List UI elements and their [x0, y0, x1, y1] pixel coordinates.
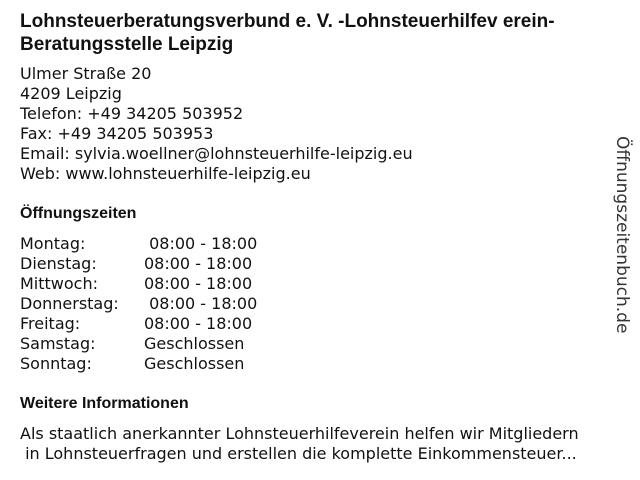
day-label: Montag: [20, 234, 86, 253]
day-label: Mittwoch: [20, 274, 98, 293]
day-label: Donnerstag: [20, 294, 119, 313]
day-hours: Geschlossen [144, 334, 245, 353]
more-info-heading: Weitere Informationen [20, 395, 189, 412]
day-hours: 08:00 - 18:00 [144, 234, 258, 253]
phone: Telefon: +49 34205 503952 [20, 104, 244, 123]
day-label: Sonntag: [20, 354, 92, 373]
day-hours: 08:00 - 18:00 [144, 254, 253, 273]
page-title: Lohnsteuerberatungsverbund e. V. -Lohnsteuerhilfev erein- Beratungsstelle Leipzig [20, 11, 555, 55]
hours-row [20, 234, 257, 254]
day-label: Dienstag: [20, 254, 97, 273]
email: Email: sylvia.woellner@lohnsteuerhilfe-leipzig.eu [20, 144, 413, 163]
street: Ulmer Straße 20 [20, 64, 152, 83]
website: Web: www.lohnsteuerhilfe-leipzig.eu [20, 164, 311, 183]
more-info-text: Als staatlich anerkannter Lohnsteuerhilfeverein helfen wir Mitgliedern in Lohnsteuerfragen und erstellen die komplette Einkommensteuer... [20, 424, 579, 463]
hours-row [20, 334, 257, 354]
opening-hours-heading: Öffnungszeiten [20, 205, 137, 222]
hours-row [20, 354, 257, 374]
hours-row [20, 314, 257, 334]
hours-row [20, 294, 257, 314]
hours-row [20, 274, 257, 294]
day-hours: 08:00 - 18:00 [144, 314, 253, 333]
day-label: Samstag: [20, 334, 96, 353]
fax: Fax: +49 34205 503953 [20, 124, 214, 143]
address-block [20, 64, 413, 184]
day-hours: Geschlossen [144, 354, 245, 373]
hours-row [20, 254, 257, 274]
watermark: Öffnungszeitenbuch.de [612, 136, 632, 334]
opening-hours-table [20, 234, 257, 374]
day-label: Freitag: [20, 314, 81, 333]
day-hours: 08:00 - 18:00 [144, 294, 258, 313]
day-hours: 08:00 - 18:00 [144, 274, 253, 293]
city: 4209 Leipzig [20, 84, 122, 103]
